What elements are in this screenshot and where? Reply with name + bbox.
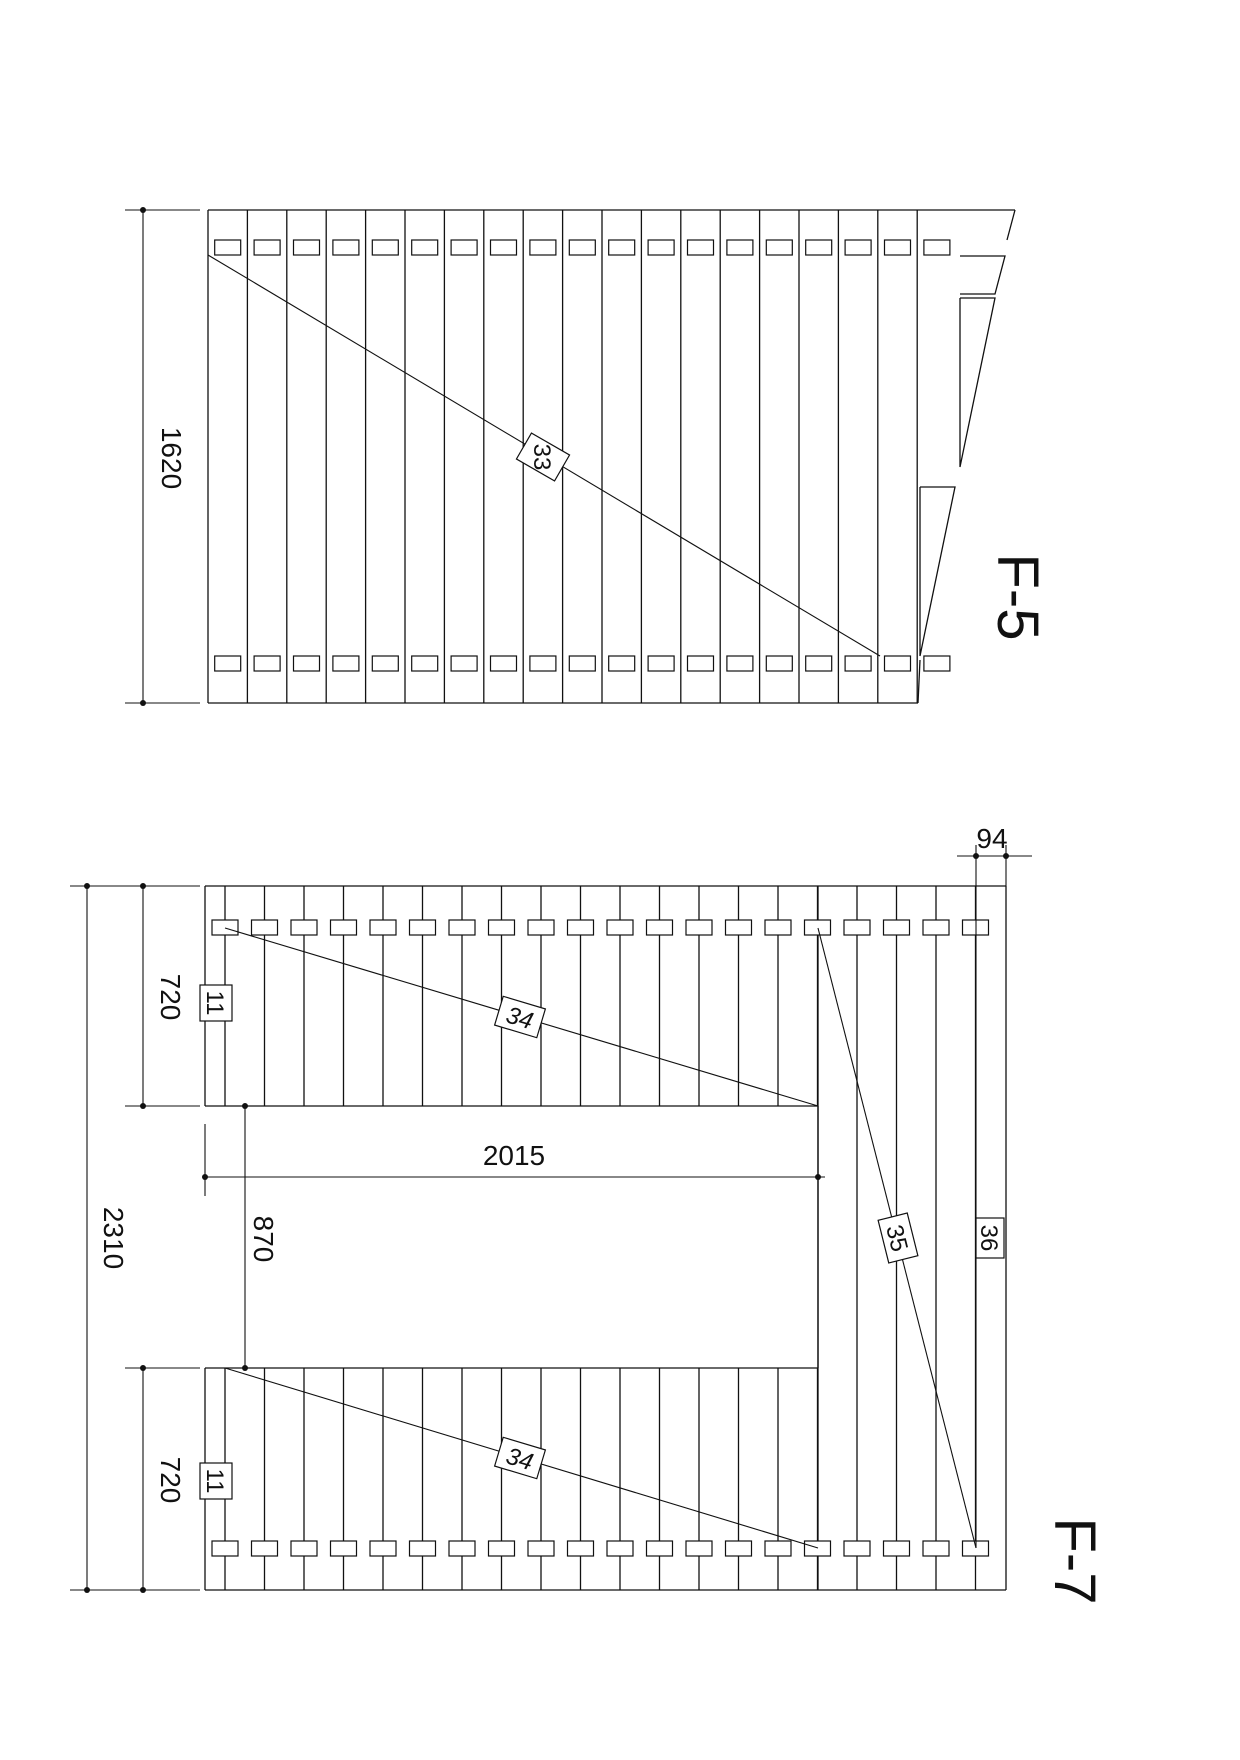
f5-notch <box>412 240 438 255</box>
f5-notch <box>609 656 635 671</box>
f5-notch <box>727 656 753 671</box>
f5-notch <box>766 656 792 671</box>
f5-notch <box>215 656 241 671</box>
f7-notch <box>449 1541 475 1556</box>
f7-notch <box>726 1541 752 1556</box>
f7-notch <box>805 1541 831 1556</box>
f7-outer-stringer-label: 36 <box>975 1224 1002 1252</box>
f7-notch <box>528 1541 554 1556</box>
f5-notch <box>845 240 871 255</box>
f5-notch <box>766 240 792 255</box>
f7-notch <box>410 1541 436 1556</box>
f7-upper-dim-text: 720 <box>155 973 186 1021</box>
f5-notch <box>294 240 320 255</box>
f7-notch <box>568 920 594 935</box>
f5-notch <box>609 240 635 255</box>
f7-notch <box>291 920 317 935</box>
f7-notch <box>370 920 396 935</box>
f7-lower-flight-tag <box>495 1437 546 1478</box>
f7-lower-mark: 11 <box>201 1468 228 1494</box>
f5-notch <box>530 656 556 671</box>
f7-lower-flight-label: 34 <box>502 1442 537 1477</box>
f7-well-length-text: 2015 <box>482 1140 546 1171</box>
f7-upper-flight-tag <box>495 996 546 1037</box>
f5-notch <box>688 656 714 671</box>
f7-notch <box>686 1541 712 1556</box>
f5-notch <box>688 240 714 255</box>
f7-notch <box>923 1541 949 1556</box>
f5-overall-dim-text: 1620 <box>156 426 187 490</box>
f7-notch <box>331 920 357 935</box>
f7-bottom-notches <box>212 1541 989 1556</box>
f7-notch <box>765 920 791 935</box>
f7-upper-mark-tag <box>200 985 232 1021</box>
f5-notch <box>333 240 359 255</box>
f5-top-notches <box>215 240 950 255</box>
f7-notch <box>489 920 515 935</box>
f7-notch <box>884 920 910 935</box>
f7-tread-lines <box>225 886 976 1590</box>
f5-notch <box>254 240 280 255</box>
f7-well-width-dimension <box>242 1103 279 1371</box>
f7-notch <box>370 1541 396 1556</box>
f5-notch <box>254 656 280 671</box>
f5-notch <box>845 656 871 671</box>
f5-notch <box>569 656 595 671</box>
f7-lower-mark-tag <box>200 1463 232 1499</box>
f5-bottom-notches <box>215 656 950 671</box>
f5-notch <box>806 240 832 255</box>
f7-notch <box>805 920 831 935</box>
f7-notch <box>884 1541 910 1556</box>
f5-notch <box>648 656 674 671</box>
f7-notch <box>923 920 949 935</box>
f7-notch <box>647 920 673 935</box>
f5-outline <box>208 210 1015 703</box>
f7-upper-flight-dimension <box>125 883 200 1109</box>
f7-notch <box>844 920 870 935</box>
f7-notch <box>331 1541 357 1556</box>
f5-notch <box>885 240 911 255</box>
f5-notch <box>727 240 753 255</box>
f5-notch <box>372 240 398 255</box>
f7-notch <box>449 920 475 935</box>
f7-well-length-dimension <box>202 1124 825 1196</box>
f5-notch <box>569 240 595 255</box>
f5-notch <box>491 656 517 671</box>
f5-notch <box>372 656 398 671</box>
f7-lower-dim-text: 720 <box>155 1456 186 1504</box>
f7-notch <box>489 1541 515 1556</box>
f5-notch <box>924 656 950 671</box>
f5-notch <box>333 656 359 671</box>
f7-title: F-7 <box>1042 1517 1107 1605</box>
f7-landing-flight-tag <box>878 1213 918 1263</box>
f7-top-notches <box>212 920 989 935</box>
f5-notch <box>530 240 556 255</box>
f5-notch <box>294 656 320 671</box>
f7-lower-flight-dimension <box>125 1365 200 1593</box>
stair-f7 <box>70 823 1107 1605</box>
f7-upper-flight-label: 34 <box>502 1001 537 1036</box>
f7-well-width-text: 870 <box>248 1215 279 1263</box>
f7-upper-mark: 11 <box>201 990 228 1016</box>
f7-outer-stringer-tag <box>975 1218 1004 1258</box>
f5-tread-lines <box>247 210 917 703</box>
f5-title: F-5 <box>985 553 1050 641</box>
f7-notch <box>212 1541 238 1556</box>
f7-notch <box>568 1541 594 1556</box>
f5-notch <box>648 240 674 255</box>
f7-landing-flight-label: 35 <box>880 1222 913 1255</box>
f7-notch <box>291 1541 317 1556</box>
f5-overall-dimension <box>125 207 200 706</box>
f5-notch <box>412 656 438 671</box>
f7-stringer-dim-text: 94 <box>976 823 1008 854</box>
f5-notch <box>885 656 911 671</box>
f7-notch <box>252 1541 278 1556</box>
f7-notch <box>607 1541 633 1556</box>
f7-notch <box>252 920 278 935</box>
stair-f5 <box>125 207 1050 706</box>
f7-notch <box>528 920 554 935</box>
f5-notch <box>924 240 950 255</box>
f5-notch <box>215 240 241 255</box>
f5-notch <box>451 240 477 255</box>
f7-notch <box>410 920 436 935</box>
f7-overall-dim-text: 2310 <box>98 1206 129 1270</box>
f7-notch <box>647 1541 673 1556</box>
f7-notch <box>686 920 712 935</box>
f7-notch <box>844 1541 870 1556</box>
f5-flight-label: 33 <box>528 443 555 471</box>
f7-notch <box>607 920 633 935</box>
f5-notch <box>806 656 832 671</box>
f5-notch <box>491 240 517 255</box>
f7-notch <box>765 1541 791 1556</box>
f5-notch <box>451 656 477 671</box>
f7-notch <box>212 920 238 935</box>
f7-stringer-dimension <box>957 823 1032 928</box>
f7-notch <box>726 920 752 935</box>
